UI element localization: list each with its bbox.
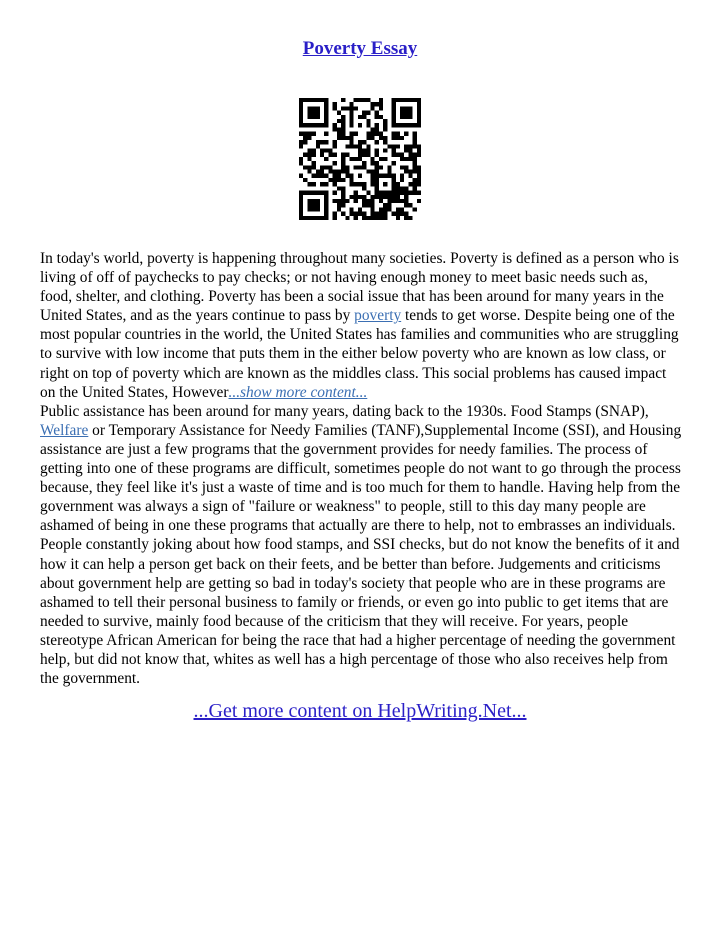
essay-body [40,249,682,688]
essay-text-part3: Public assistance has been around for many years, dating back to the 1930s. Food Stamps (SNAP), [40,402,649,420]
page-title [0,38,720,60]
footer [0,700,720,723]
essay-text-part2: tends to get worse. Despite being one of the most popular countries in the world, the United States has families and communities who are struggling to survive with low income that puts them in the either below poverty who are known as low class, or right on top of poverty which are known as the middles class. This social problems has caused impact on the United States, However [40,307,679,401]
essay-text-part4: or Temporary Assistance for Needy Families (TANF),Supplemental Income (SSI), and Housing assistance are just a few programs that the government provides for needy families. The process of getting into one of these programs are difficult, sometimes people do not want to go through the process because, they feel like it's just a waste of time and is too much for them to handle. Having help from the government was always a sign of "failure or weakness" to people, still to this day many people are ashamed of being in one these programs that actually are there to help, not to embrasses an individuals. People constantly joking about how food stamps, and SSI checks, but do not know the benefits of it and how it can help a person get back on their feets, and be better than before. Judgements and criticisms about government help are getting so bad in today's society that people who are in these programs are ashamed to tell their personal business to family or friends, or even go into public to get items that are needed to survive, mainly food because of the criticism that they will receive. For years, people stereotype African American for being the race that had a higher percentage of needing the government help, but did not know that, whites as well has a high percentage of those who also receives help from the government. [40,421,682,688]
show-more-link[interactable]: ...show more content... [228,383,368,401]
get-more-content-link[interactable]: ...Get more content on HelpWriting.Net... [193,700,527,722]
title-link[interactable]: Poverty Essay [302,38,418,59]
qr-code-icon [299,98,421,220]
poverty-link[interactable]: poverty [354,307,402,325]
essay-text-part1: In today's world, poverty is happening throughout many societies. Poverty is defined as a person who is living of off of paychecks to pay checks; or not having enough money to meet basic needs such as, food, shelter, and clothing. Poverty has been a social issue that has been around for many years in the United States, and as the years continue to pass by [40,250,679,325]
welfare-link[interactable]: Welfare [40,421,89,439]
